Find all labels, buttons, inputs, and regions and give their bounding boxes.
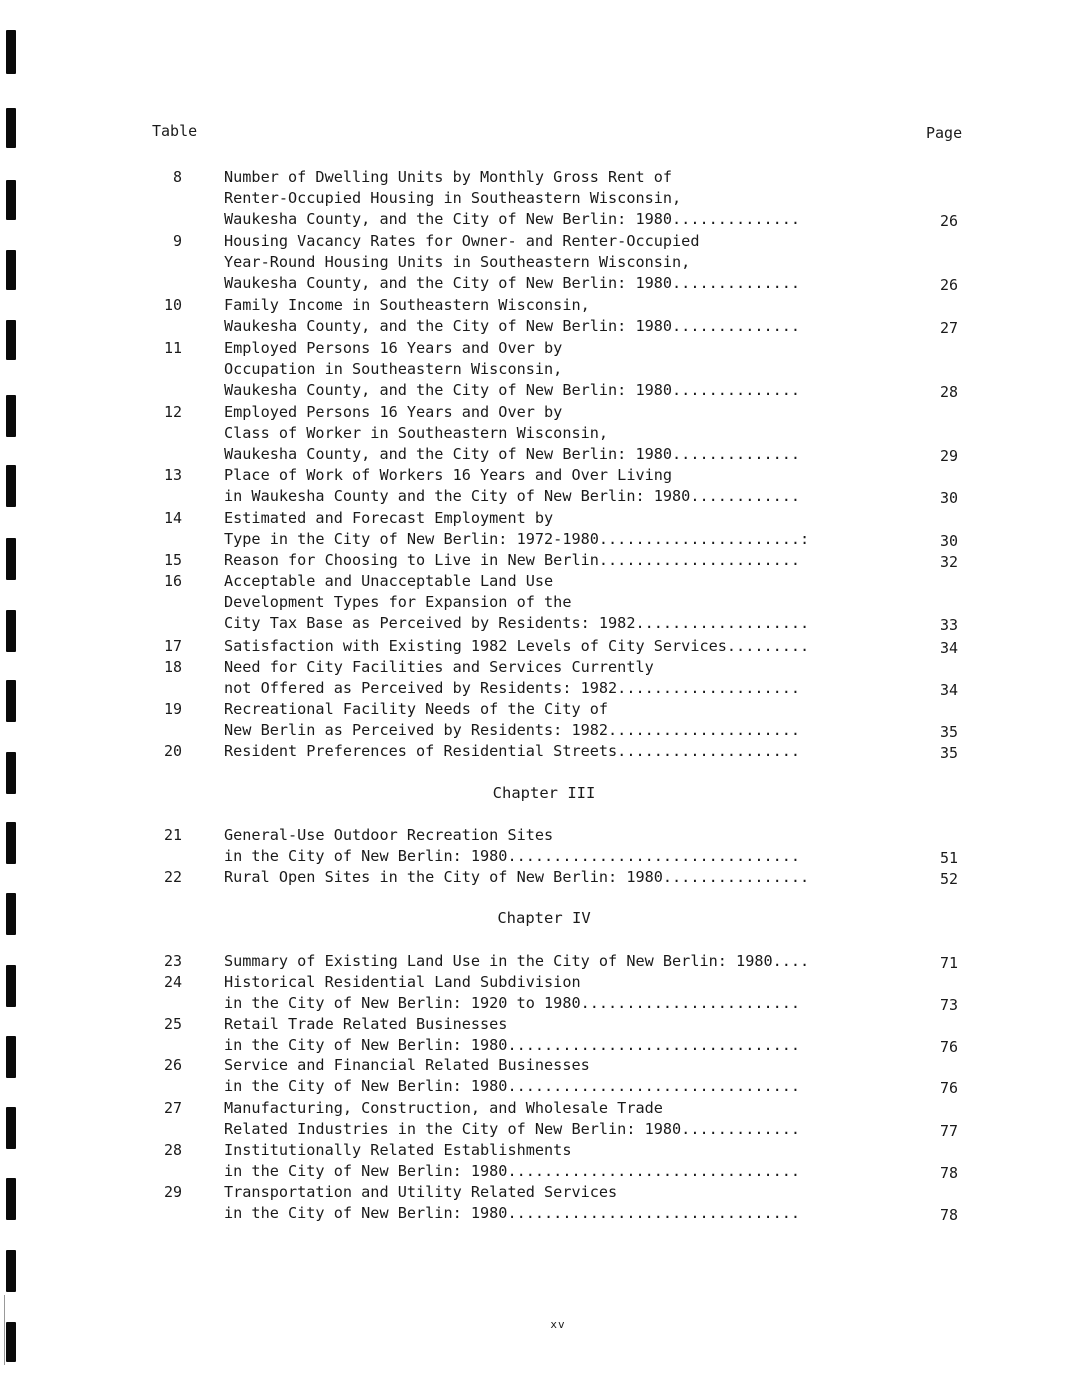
- table-title-line: Number of Dwelling Units by Monthly Gross Rent of: [224, 168, 673, 186]
- table-title-line: in the City of New Berlin: 1980................................: [224, 1204, 801, 1222]
- binder-hole-mark: [6, 395, 16, 437]
- table-number: 28: [163, 1141, 182, 1159]
- table-title-line: Related Industries in the City of New Berlin: 1980.............: [224, 1120, 801, 1138]
- table-title-line: Employed Persons 16 Years and Over by: [224, 339, 563, 357]
- table-title-line: Waukesha County, and the City of New Berlin: 1980..............: [224, 210, 801, 228]
- binder-hole-mark: [6, 1036, 16, 1078]
- page-number: 76: [939, 1079, 958, 1097]
- table-title-line: not Offered as Perceived by Residents: 1982....................: [224, 679, 801, 697]
- binder-hole-mark: [6, 538, 16, 580]
- table-title-line: Resident Preferences of Residential Streets....................: [224, 742, 801, 760]
- table-title-line: Institutionally Related Establishments: [224, 1141, 572, 1159]
- page-number: 26: [939, 212, 958, 230]
- table-title-line: Summary of Existing Land Use in the City of New Berlin: 1980....: [224, 952, 810, 970]
- page-number: 33: [939, 616, 958, 634]
- binder-hole-mark: [6, 680, 16, 722]
- table-title-line: Historical Residential Land Subdivision: [224, 973, 581, 991]
- table-title-line: Transportation and Utility Related Services: [224, 1183, 618, 1201]
- table-number: 9: [172, 232, 182, 250]
- table-title-line: in the City of New Berlin: 1980................................: [224, 1077, 801, 1095]
- table-title-line: in the City of New Berlin: 1980................................: [224, 1162, 801, 1180]
- page-number: 35: [939, 744, 958, 762]
- table-title-line: Reason for Choosing to Live in New Berlin......................: [224, 551, 801, 569]
- table-number: 24: [163, 973, 182, 991]
- page-number: 27: [939, 319, 958, 337]
- table-title-line: Housing Vacancy Rates for Owner- and Renter-Occupied: [224, 232, 700, 250]
- page-number: 78: [939, 1206, 958, 1224]
- binder-hole-mark: [6, 320, 16, 360]
- chapter-heading-iv: Chapter IV: [497, 909, 591, 927]
- table-title-line: Rural Open Sites in the City of New Berlin: 1980................: [224, 868, 810, 886]
- table-title-line: City Tax Base as Perceived by Residents: 1982...................: [224, 614, 810, 632]
- table-title-line: Development Types for Expansion of the: [224, 593, 572, 611]
- table-number: 16: [163, 572, 182, 590]
- table-title-line: Need for City Facilities and Services Currently: [224, 658, 654, 676]
- binder-hole-mark: [6, 108, 16, 148]
- table-title-line: Service and Financial Related Businesses: [224, 1056, 590, 1074]
- table-number: 22: [163, 868, 182, 886]
- table-title-line: Waukesha County, and the City of New Berlin: 1980..............: [224, 317, 801, 335]
- binder-hole-mark: [6, 822, 16, 864]
- page-number: 28: [939, 383, 958, 401]
- page-number: 76: [939, 1038, 958, 1056]
- table-number: 26: [163, 1056, 182, 1074]
- table-title-line: Year-Round Housing Units in Southeastern Wisconsin,: [224, 253, 691, 271]
- table-title-line: Recreational Facility Needs of the City of: [224, 700, 609, 718]
- table-number: 20: [163, 742, 182, 760]
- page-number: 26: [939, 276, 958, 294]
- binder-margin: [0, 0, 60, 1380]
- binder-hole-mark: [6, 30, 16, 74]
- page-number: 32: [939, 553, 958, 571]
- page-number: 35: [939, 723, 958, 741]
- table-title-line: Waukesha County, and the City of New Berlin: 1980..............: [224, 445, 801, 463]
- page-column-header: Page: [926, 124, 963, 142]
- page-number: 73: [939, 996, 958, 1014]
- table-title-line: Employed Persons 16 Years and Over by: [224, 403, 563, 421]
- table-title-line: New Berlin as Perceived by Residents: 1982.....................: [224, 721, 801, 739]
- table-number: 11: [163, 339, 182, 357]
- table-title-line: Waukesha County, and the City of New Berlin: 1980..............: [224, 381, 801, 399]
- page-number: 51: [939, 849, 958, 867]
- table-number: 14: [163, 509, 182, 527]
- table-title-line: in the City of New Berlin: 1980................................: [224, 1036, 801, 1054]
- page-number: 77: [939, 1122, 958, 1140]
- table-column-header: Table: [152, 122, 198, 140]
- table-title-line: Type in the City of New Berlin: 1972-1980......................:: [224, 530, 810, 548]
- page-number: 52: [939, 870, 958, 888]
- table-number: 25: [163, 1015, 182, 1033]
- page-number: 34: [939, 681, 958, 699]
- binder-hole-mark: [6, 1107, 16, 1149]
- table-number: 13: [163, 466, 182, 484]
- page-number: 30: [939, 489, 958, 507]
- table-number: 12: [163, 403, 182, 421]
- table-title-line: Satisfaction with Existing 1982 Levels of City Services.........: [224, 637, 810, 655]
- table-title-line: Renter-Occupied Housing in Southeastern Wisconsin,: [224, 189, 682, 207]
- table-number: 15: [163, 551, 182, 569]
- binder-hole-mark: [6, 180, 16, 220]
- table-title-line: Acceptable and Unacceptable Land Use: [224, 572, 554, 590]
- page-number: 78: [939, 1164, 958, 1182]
- table-title-line: Occupation in Southeastern Wisconsin,: [224, 360, 563, 378]
- table-title-line: in Waukesha County and the City of New Berlin: 1980............: [224, 487, 801, 505]
- table-title-line: Class of Worker in Southeastern Wisconsin,: [224, 424, 609, 442]
- table-number: 8: [172, 168, 182, 186]
- page-number: 29: [939, 447, 958, 465]
- table-title-line: in the City of New Berlin: 1920 to 1980........................: [224, 994, 801, 1012]
- table-number: 17: [163, 637, 182, 655]
- table-number: 18: [163, 658, 182, 676]
- binder-hole-mark: [6, 1250, 16, 1292]
- binder-hole-mark: [6, 965, 16, 1007]
- table-title-line: General-Use Outdoor Recreation Sites: [224, 826, 554, 844]
- table-title-line: Manufacturing, Construction, and Wholesale Trade: [224, 1099, 663, 1117]
- table-number: 27: [163, 1099, 182, 1117]
- table-number: 10: [163, 296, 182, 314]
- table-title-line: Estimated and Forecast Employment by: [224, 509, 554, 527]
- binder-hole-mark: [6, 465, 16, 507]
- binder-hole-mark: [6, 1178, 16, 1220]
- table-number: 19: [163, 700, 182, 718]
- table-title-line: in the City of New Berlin: 1980................................: [224, 847, 801, 865]
- page-number: 30: [939, 532, 958, 550]
- table-title-line: Place of Work of Workers 16 Years and Over Living: [224, 466, 673, 484]
- page-number-footer: xv: [550, 1318, 566, 1331]
- table-number: 23: [163, 952, 182, 970]
- chapter-heading-iii: Chapter III: [492, 784, 596, 802]
- table-number: 29: [163, 1183, 182, 1201]
- table-title-line: Waukesha County, and the City of New Berlin: 1980..............: [224, 274, 801, 292]
- page-number: 34: [939, 639, 958, 657]
- binder-hole-mark: [6, 250, 16, 290]
- page-number: 71: [939, 954, 958, 972]
- table-title-line: Family Income in Southeastern Wisconsin,: [224, 296, 590, 314]
- table-number: 21: [163, 826, 182, 844]
- table-title-line: Retail Trade Related Businesses: [224, 1015, 508, 1033]
- binder-hole-mark: [6, 610, 16, 652]
